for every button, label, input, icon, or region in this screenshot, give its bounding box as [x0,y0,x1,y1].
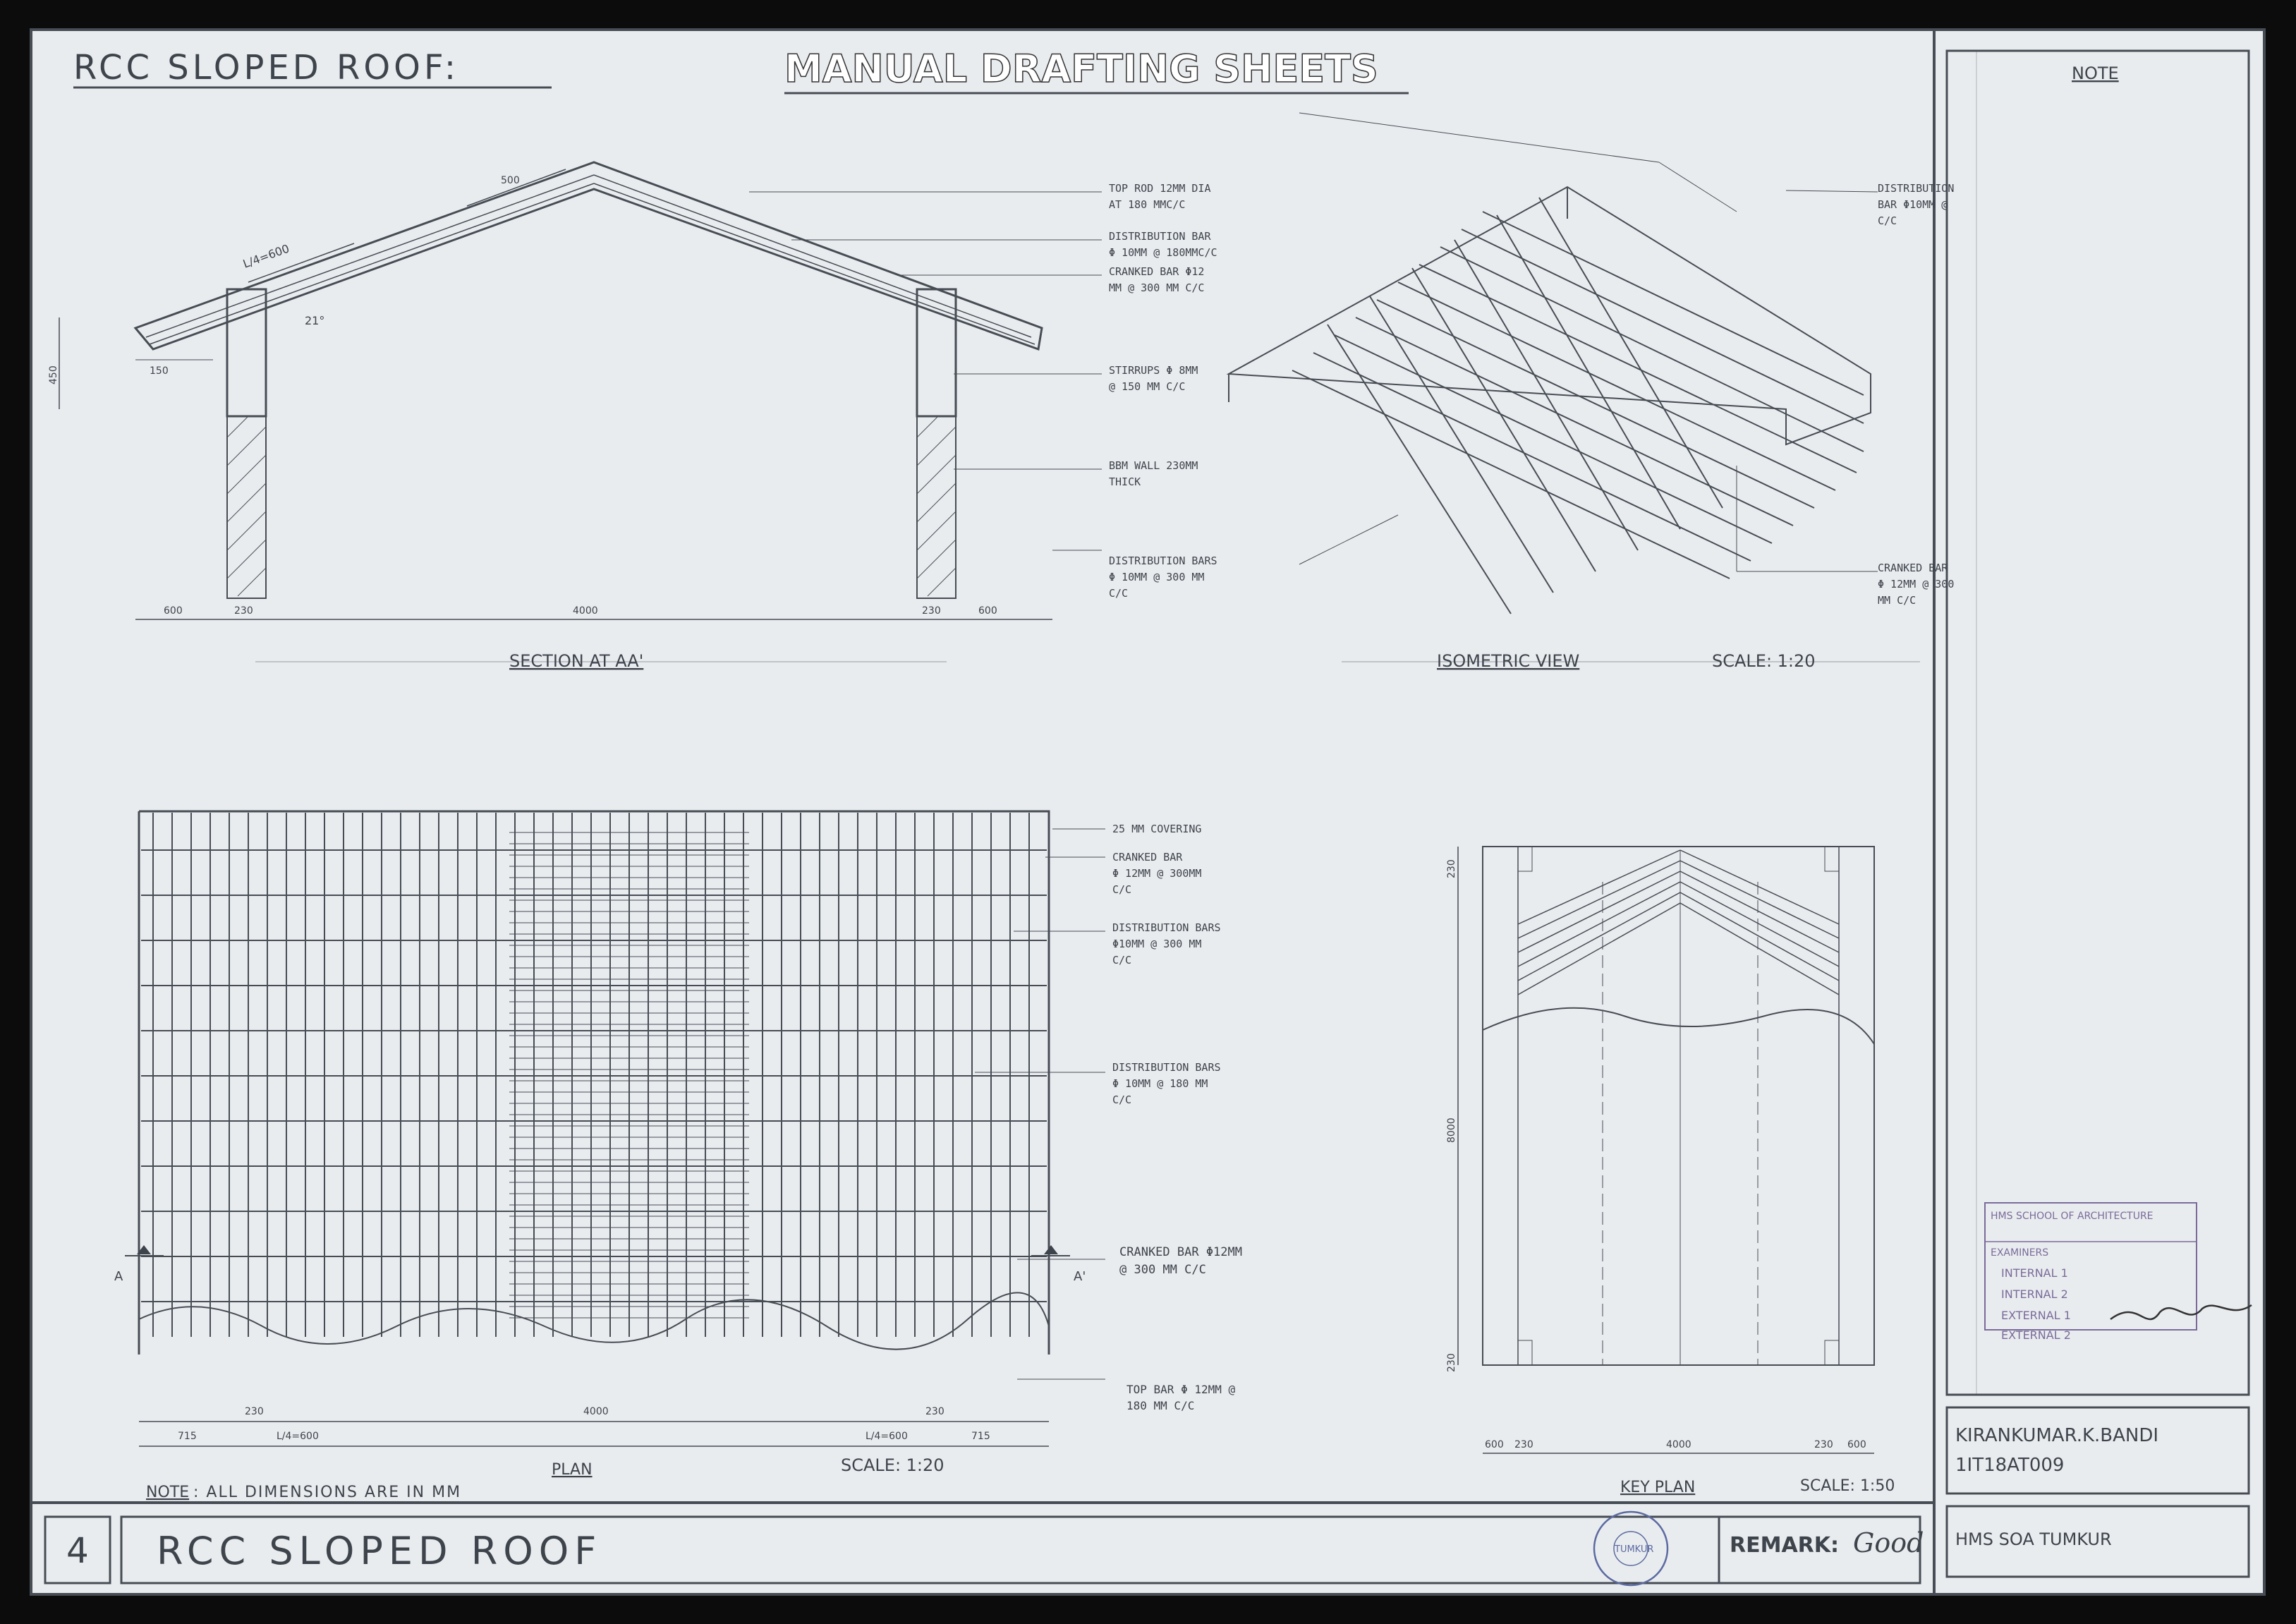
stamp-row-0: INTERNAL 1 [2001,1266,2068,1280]
dim-bottom-3: 230 [922,605,941,617]
key-side-dim-1: 8000 [1446,1117,1457,1143]
plan-dim-3: 715 [178,1431,197,1442]
iso-label-2: C/C [1878,214,1897,227]
remark-label: REMARK: [1730,1533,1840,1558]
plan-label-1: CRANKED BAR [1112,851,1183,863]
section-label-5: MM @ 300 MM C/C [1109,281,1205,294]
sidebar-note-title: NOTE [2072,63,2119,83]
key-side-dim-0: 230 [1446,859,1457,878]
sidebar-inner-frame [1947,51,2249,1395]
plan-bars [141,813,1047,1337]
stamp-examiners: EXAMINERS [1991,1247,2049,1259]
sheet-number: 4 [66,1530,89,1571]
key-bottom-dim-3: 230 [1814,1439,1833,1450]
note-label: NOTE [146,1484,190,1501]
stamp-header: HMS SCHOOL OF ARCHITECTURE [1991,1211,2154,1222]
section-label-1: AT 180 MMC/C [1109,198,1186,211]
key-side-dim-2: 230 [1446,1353,1457,1372]
drawing-sheet [30,28,2266,1596]
wall-hatch-right [917,416,956,596]
plan-dim-2: 230 [925,1406,944,1417]
section-label-3: Φ 10MM @ 180MMC/C [1109,246,1217,259]
banner-title: MANUAL DRAFTING SHEETS [784,47,1378,91]
dim-500-top: 500 [501,175,520,186]
sheet-title: RCC SLOPED ROOF: [73,48,459,87]
plan-label-11: @ 300 MM C/C [1119,1263,1206,1277]
school-seal [1594,1512,1668,1585]
plan-dim-1: 4000 [583,1406,609,1417]
plan-label-10: CRANKED BAR Φ12MM [1119,1245,1242,1259]
iso-bars [1292,198,1864,614]
stamp-row-2: EXTERNAL 1 [2001,1309,2071,1322]
student-name: KIRANKUMAR.K.BANDI [1955,1425,2159,1446]
plan-title: PLAN [552,1461,593,1479]
institute-name: HMS SOA TUMKUR [1955,1529,2112,1549]
section-label-0: TOP ROD 12MM DIA [1109,182,1211,195]
section-label-2: DISTRIBUTION BAR [1109,230,1211,243]
key-bottom-dim-4: 600 [1847,1439,1866,1450]
student-id: 1IT18AT009 [1955,1455,2065,1476]
dim-bottom-1: 230 [234,605,253,617]
plan-label-3: C/C [1112,883,1132,896]
plan-label-6: C/C [1112,954,1132,966]
plan-label-8: Φ 10MM @ 180 MM [1112,1077,1208,1090]
dim-bottom-0: 600 [164,605,183,617]
dim-bottom-4: 600 [978,605,997,617]
plan-dim-5: L/4=600 [865,1431,908,1442]
plan-label-4: DISTRIBUTION BARS [1112,921,1221,934]
plan-scale: SCALE: 1:20 [841,1455,944,1475]
key-plan-drawing [1446,847,1895,1496]
key-bottom-dim-1: 230 [1514,1439,1533,1450]
key-bottom-dim-2: 4000 [1666,1439,1691,1450]
key-plan-title: KEY PLAN [1620,1479,1696,1496]
section-label-6: STIRRUPS Φ 8MM [1109,364,1198,377]
remark-value: Good [1853,1527,1924,1558]
section-marker-right: A' [1074,1269,1086,1284]
section-label-7: @ 150 MM C/C [1109,380,1186,393]
stamp-row-1: INTERNAL 2 [2001,1287,2068,1301]
iso-label-5: MM C/C [1878,594,1917,607]
drawing-canvas [30,28,2266,1596]
iso-scale: SCALE: 1:20 [1712,651,1816,671]
plan-label-12: TOP BAR Φ 12MM @ [1126,1383,1236,1396]
examiner-signature [2110,1305,2252,1319]
examiner-stamp [1985,1203,2252,1342]
dim-slope: L/4=600 [241,241,291,271]
iso-label-1: BAR Φ10MM @ [1878,198,1948,211]
section-title: SECTION AT AA' [509,651,644,671]
iso-label-4: Φ 12MM @ 300 [1878,578,1955,590]
note-text: : ALL DIMENSIONS ARE IN MM [193,1484,462,1501]
key-bottom-dim-0: 600 [1485,1439,1504,1450]
angle-label: 21° [305,314,325,327]
section-label-4: CRANKED BAR Φ12 [1109,265,1205,278]
plan-label-9: C/C [1112,1093,1132,1106]
section-label-11: Φ 10MM @ 300 MM [1109,571,1205,583]
plan-label-0: 25 MM COVERING [1112,823,1202,835]
plan-dim-4: L/4=600 [277,1431,319,1442]
key-plan-scale: SCALE: 1:50 [1800,1477,1895,1495]
plan-label-7: DISTRIBUTION BARS [1112,1061,1221,1074]
wall-hatch-left [227,416,266,596]
iso-label-3: CRANKED BAR [1878,562,1948,574]
dim-450: 450 [48,365,59,384]
stamp-row-3: EXTERNAL 2 [2001,1328,2071,1342]
section-marker-left: A [114,1269,123,1284]
student-box [1947,1407,2249,1493]
dim-150: 150 [150,365,169,377]
plan-dim-6: 715 [971,1431,990,1442]
footer-title: RCC SLOPED ROOF [157,1529,602,1573]
isometric-drawing [1229,113,1954,671]
seal-text: TUMKUR [1615,1544,1654,1555]
dim-bottom-2: 4000 [573,605,598,617]
plan-drawing [114,811,1242,1479]
section-label-9: THICK [1109,475,1141,488]
section-drawing [48,162,1217,671]
plan-label-2: Φ 12MM @ 300MM [1112,867,1202,880]
plan-dim-0: 230 [245,1406,264,1417]
iso-title: ISOMETRIC VIEW [1437,651,1580,671]
plan-label-13: 180 MM C/C [1126,1399,1195,1412]
section-label-12: C/C [1109,587,1129,600]
section-label-8: BBM WALL 230MM [1109,459,1198,472]
section-label-10: DISTRIBUTION BARS [1109,555,1217,567]
iso-label-0: DISTRIBUTION [1878,182,1955,195]
plan-label-5: Φ10MM @ 300 MM [1112,938,1202,950]
